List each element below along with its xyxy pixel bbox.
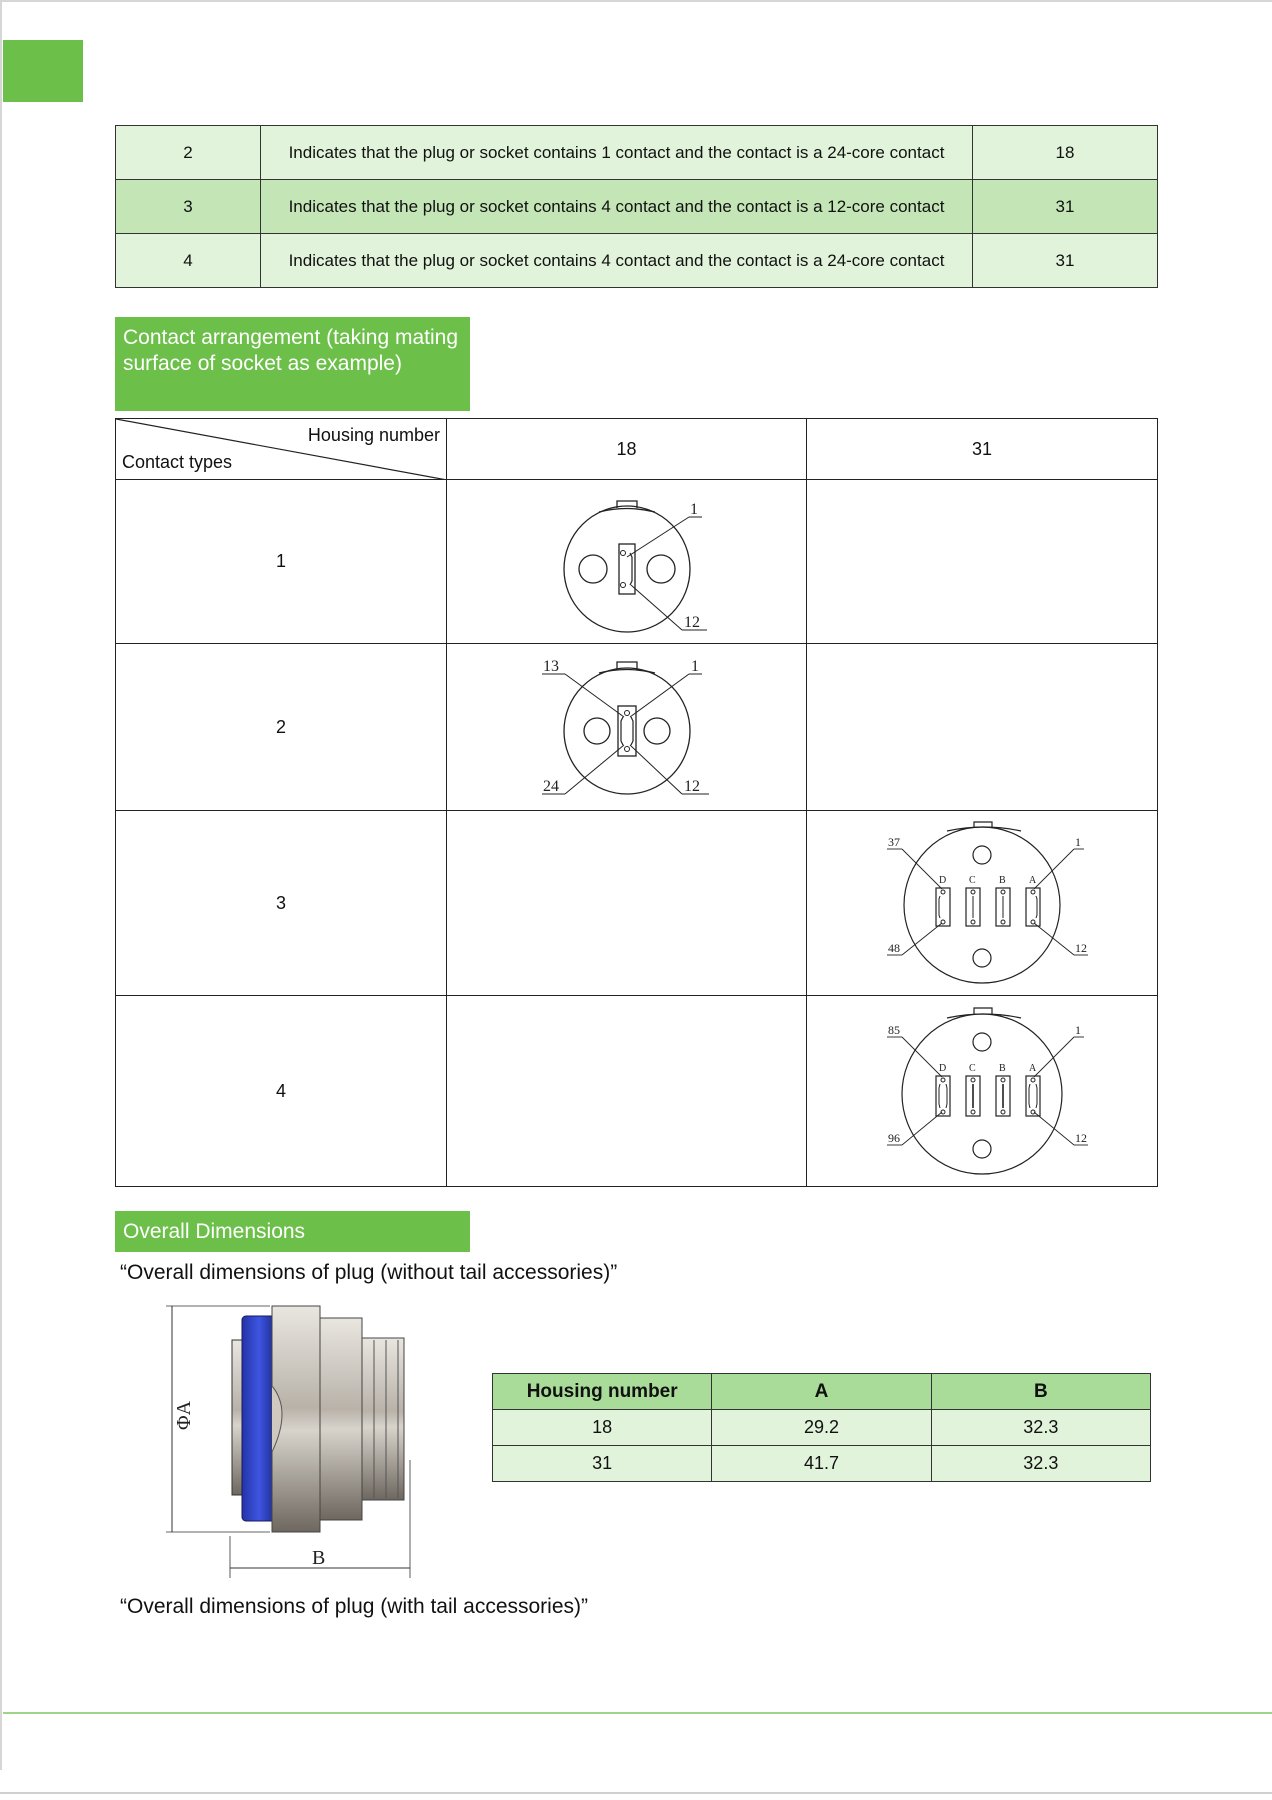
pin-label: 1: [1075, 1023, 1081, 1037]
contact-block: [1026, 888, 1040, 926]
column-header: A: [712, 1374, 931, 1410]
table-cell: 41.7: [712, 1446, 931, 1482]
arrangement-cell-18: [447, 996, 807, 1187]
pin-label: 24: [542, 778, 559, 795]
contact-block: [996, 1076, 1010, 1116]
contact-block: [1026, 1076, 1040, 1116]
pin-label: 12: [1075, 1131, 1087, 1145]
column-header: Housing number: [493, 1374, 712, 1410]
table-cell: 29.2: [712, 1410, 931, 1446]
contact-arrangement-drawing: [862, 817, 1102, 989]
pin-label: 85: [888, 1023, 900, 1037]
page-corner-tab: [3, 40, 83, 102]
plug-dimension-drawing: [160, 1300, 420, 1580]
table-cell: 32.3: [931, 1410, 1150, 1446]
pin-label: 1: [690, 658, 699, 675]
arrangement-cell-31: [807, 811, 1158, 996]
column-header-31: 31: [807, 419, 1158, 480]
pin-label: 13: [542, 658, 559, 675]
table-row: [116, 811, 1158, 996]
contact-block: [996, 888, 1010, 926]
arrangement-cell-18: [447, 480, 807, 644]
table-row: [116, 996, 1158, 1187]
diameter-label: ΦA: [173, 1400, 195, 1430]
contact-type-label: 2: [116, 644, 447, 811]
table-row: [116, 180, 1158, 234]
table-row: [116, 126, 1158, 180]
contact-arrangement-drawing: [862, 1002, 1102, 1180]
table-row: [116, 234, 1158, 288]
table-header-row: [116, 419, 1158, 480]
pin-label: 37: [888, 835, 900, 849]
pin-label: 12: [1075, 941, 1087, 955]
housing-cell: 31: [973, 180, 1158, 234]
arrangement-cell-18: [447, 644, 807, 811]
housing-number-header: Housing number: [307, 425, 440, 445]
footer-divider: [3, 1712, 1272, 1714]
table-header-row: [493, 1374, 1151, 1410]
contact-arrangement-drawing: [527, 487, 727, 637]
caption-with-tail: “Overall dimensions of plug (with tail accessories)”: [120, 1595, 588, 1618]
contact-letter: A: [1029, 875, 1037, 886]
contact-letter: D: [939, 875, 947, 886]
table-row: [493, 1446, 1151, 1482]
contact-block: [966, 888, 980, 926]
dimension-table: [492, 1373, 1151, 1482]
housing-cell: 18: [973, 126, 1158, 180]
contact-type-table: [115, 125, 1158, 288]
table-cell: 32.3: [931, 1446, 1150, 1482]
table-cell: 31: [493, 1446, 712, 1482]
contact-block: [966, 1076, 980, 1116]
length-label: B: [312, 1547, 326, 1569]
contact-arrangement-drawing: [517, 649, 737, 805]
arrangement-cell-31: [807, 480, 1158, 644]
pin-label: 12: [683, 778, 700, 795]
contact-letter: D: [939, 1063, 947, 1074]
type-cell: 3: [116, 180, 261, 234]
contact-arrangement-heading: Contact arrangement (taking mating surface of socket as example): [115, 317, 470, 411]
pin-label: 96: [888, 1131, 900, 1145]
table-row: [116, 644, 1158, 811]
housing-cell: 31: [973, 234, 1158, 288]
overall-dimensions-heading: Overall Dimensions: [115, 1211, 470, 1252]
column-header: B: [931, 1374, 1150, 1410]
contact-type-label: 4: [116, 996, 447, 1187]
pin-label: 1: [689, 500, 698, 518]
contact-types-header: Contact types: [122, 452, 233, 472]
page-border-left: [0, 0, 2, 1770]
contact-letter: C: [969, 1063, 976, 1074]
table-row: [116, 480, 1158, 644]
arrangement-cell-18: [447, 811, 807, 996]
arrangement-cell-31: [807, 996, 1158, 1187]
type-cell: 4: [116, 234, 261, 288]
pin-label: 1: [1075, 835, 1081, 849]
page-border-bottom: [0, 1792, 1272, 1794]
contact-block: [936, 888, 950, 926]
contact-type-label: 1: [116, 480, 447, 644]
page-border-top: [0, 0, 1272, 2]
contact-letter: B: [999, 1063, 1006, 1074]
arrangement-cell-31: [807, 644, 1158, 811]
contact-letter: B: [999, 875, 1006, 886]
type-cell: 2: [116, 126, 261, 180]
description-cell: Indicates that the plug or socket contains 4 contact and the contact is a 12-core contact: [261, 180, 973, 234]
table-row: [493, 1410, 1151, 1446]
description-cell: Indicates that the plug or socket contains 1 contact and the contact is a 24-core contact: [261, 126, 973, 180]
contact-arrangement-table: [115, 418, 1158, 1187]
pin-label: 48: [888, 941, 900, 955]
contact-block: [936, 1076, 950, 1116]
description-cell: Indicates that the plug or socket contains 4 contact and the contact is a 24-core contact: [261, 234, 973, 288]
contact-letter: A: [1029, 1063, 1037, 1074]
table-cell: 18: [493, 1410, 712, 1446]
caption-without-tail: “Overall dimensions of plug (without tail accessories)”: [120, 1261, 618, 1284]
contact-type-label: 3: [116, 811, 447, 996]
pin-label: 12: [683, 613, 700, 631]
contact-letter: C: [969, 875, 976, 886]
diagonal-header-cell: [116, 419, 447, 480]
column-header-18: 18: [447, 419, 807, 480]
